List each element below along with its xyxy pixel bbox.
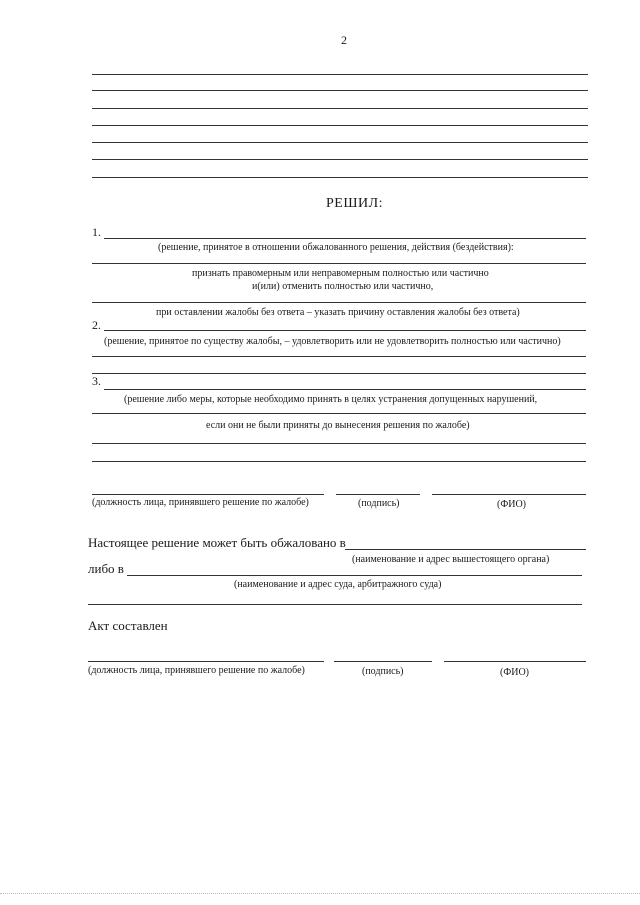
blank-line <box>92 302 586 303</box>
blank-line <box>92 461 586 462</box>
scan-edge <box>0 893 640 894</box>
court-line <box>127 575 582 576</box>
court-caption: (наименование и адрес суда, арбитражного суда) <box>234 579 442 590</box>
signature-line <box>336 494 420 495</box>
position-line <box>92 494 324 495</box>
signature-line-2 <box>334 661 432 662</box>
blank-line <box>92 142 588 143</box>
name-caption-2: (ФИО) <box>500 667 530 678</box>
item-1-line <box>104 238 586 239</box>
appeal-text: Настоящее решение может быть обжаловано в <box>88 535 346 550</box>
item-number-1: 1. <box>92 225 101 239</box>
blank-line <box>92 413 586 414</box>
appeal-body-line <box>345 549 586 550</box>
position-caption-2: (должность лица, принявшего решение по жалобе) <box>88 665 305 676</box>
page-number: 2 <box>341 33 347 47</box>
name-line <box>432 494 586 495</box>
item-2-caption: (решение, принятое по существу жалобы, – удовлетворить или не удовлетворить полностью или частично) <box>104 336 561 347</box>
decision-heading: РЕШИЛ: <box>326 196 383 211</box>
position-caption: (должность лица, принявшего решение по жалобе) <box>92 497 309 508</box>
signature-caption: (подпись) <box>358 498 400 509</box>
item-3-caption: (решение либо меры, которые необходимо принять в целях устранения допущенных нарушений, <box>124 394 538 405</box>
blank-line <box>92 443 586 444</box>
item-1-caption-4: при оставлении жалобы без ответа – указать причину оставления жалобы без ответа) <box>156 307 520 318</box>
blank-line <box>92 125 588 126</box>
item-number-3: 3. <box>92 374 101 388</box>
blank-line <box>92 90 588 91</box>
item-1-caption-2: признать правомерным или неправомерным полностью или частично <box>192 268 489 279</box>
name-line-2 <box>444 661 586 662</box>
appeal-or-text: либо в <box>88 561 124 576</box>
position-line-2 <box>88 661 324 662</box>
blank-line <box>92 263 586 264</box>
blank-line <box>92 108 588 109</box>
item-1-caption: (решение, принятое в отношении обжалованного решения, действия (бездействия): <box>158 242 514 253</box>
name-caption: (ФИО) <box>497 499 527 510</box>
signature-caption-2: (подпись) <box>362 666 404 677</box>
act-text: Акт составлен <box>88 618 168 633</box>
blank-line <box>88 604 582 605</box>
blank-line <box>92 74 588 75</box>
item-1-caption-3: и(или) отменить полностью или частично, <box>252 281 434 292</box>
blank-line <box>92 159 588 160</box>
blank-line <box>92 177 588 178</box>
item-2-line <box>104 330 586 331</box>
blank-line <box>92 356 586 357</box>
appeal-body-caption: (наименование и адрес вышестоящего органа) <box>352 554 550 565</box>
item-3-line <box>104 389 586 390</box>
item-number-2: 2. <box>92 318 101 332</box>
blank-line <box>92 373 586 374</box>
item-3-caption-2: если они не были приняты до вынесения решения по жалобе) <box>206 420 470 431</box>
